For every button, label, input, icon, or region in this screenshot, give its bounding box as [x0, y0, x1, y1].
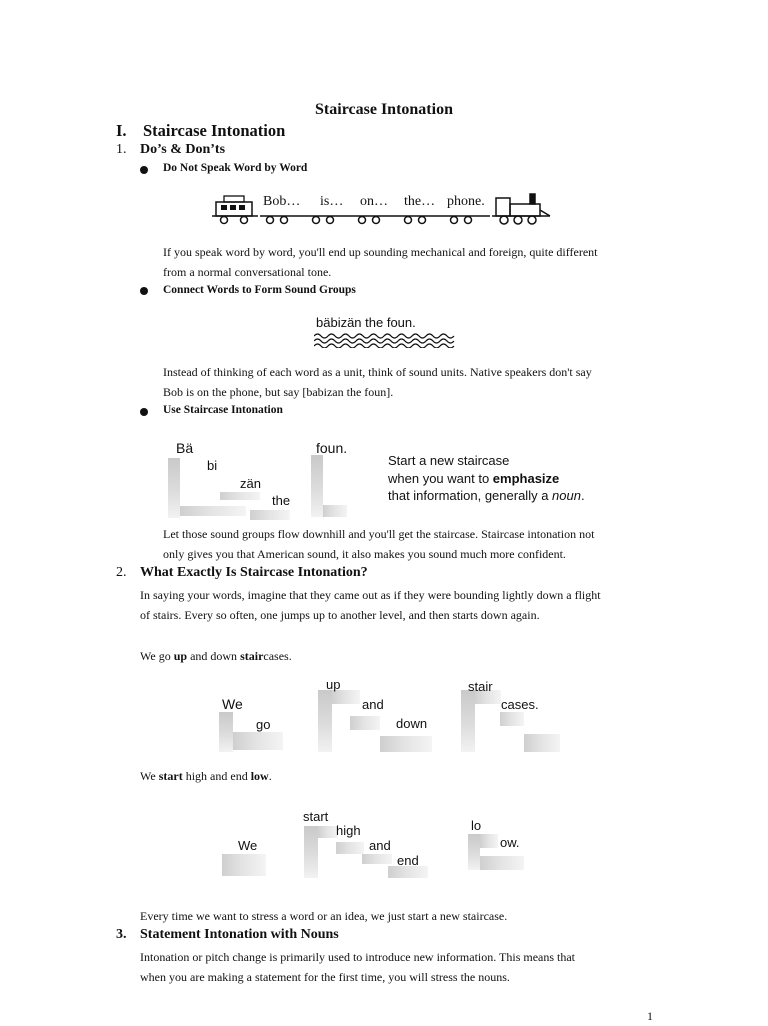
staircase-note-line: Start a new staircase	[388, 453, 510, 468]
train-word: Bob…	[263, 194, 301, 209]
stair-step	[380, 736, 432, 752]
example-sentence: We go up and down staircases.	[140, 649, 292, 663]
stair-step	[311, 455, 323, 517]
paragraph-line: If you speak word by word, you'll end up sounding mechanical and foreign, quite different	[163, 245, 598, 259]
item-heading-2: What Exactly Is Staircase Intonation?	[140, 565, 368, 580]
staircase-note-line: when you want to emphasize	[388, 471, 560, 486]
paragraph-line: only gives you that American sound, it also makes you sound much more confident.	[163, 547, 566, 561]
train-word: is…	[320, 194, 344, 209]
item-number-2: 2.	[116, 565, 127, 580]
stair-word: lo	[471, 818, 482, 833]
locomotive-icon	[492, 194, 550, 224]
stair-step	[362, 854, 392, 864]
train-word: on…	[360, 194, 388, 209]
train-word: phone.	[447, 194, 485, 209]
stair-step	[336, 842, 364, 854]
caboose-icon	[212, 196, 258, 224]
bullet-heading: Do Not Speak Word by Word	[163, 162, 308, 174]
section-numeral: I.	[116, 121, 127, 140]
paragraph-line: from a normal conversational tone.	[163, 265, 332, 279]
stair-word: We	[238, 838, 258, 853]
stair-word: start	[303, 809, 329, 824]
bullet-dot	[140, 408, 148, 416]
wave-underline	[314, 332, 456, 348]
stair-step	[220, 492, 260, 500]
bullet-heading: Use Staircase Intonation	[163, 404, 283, 416]
paragraph-line: of stairs. Every so often, one jumps up to another level, and then starts down again.	[140, 608, 540, 622]
stair-word: and	[369, 838, 391, 853]
paragraph-line: when you are making a statement for the first time, you will stress the nouns.	[140, 970, 510, 984]
stair-step	[323, 505, 347, 517]
train-cars	[260, 216, 490, 224]
paragraph-line: In saying your words, imagine that they came out as if they were bounding lightly down a flight	[140, 588, 601, 602]
stair-word: cases.	[501, 697, 539, 712]
item-heading-3: Statement Intonation with Nouns	[140, 927, 339, 942]
stair-word: high	[336, 823, 361, 838]
stair-step	[219, 712, 233, 752]
stair-word: up	[326, 677, 341, 692]
stair-word: Bä	[176, 440, 194, 456]
stair-word: ow.	[500, 835, 520, 850]
stair-step	[304, 826, 318, 878]
noun-word: noun	[552, 488, 581, 503]
page-number: 1	[647, 1009, 653, 1023]
stair-word: bi	[207, 458, 218, 473]
stair-step	[480, 834, 498, 848]
stair-word: zän	[240, 476, 261, 491]
stair-step	[461, 690, 475, 752]
staircase-note-line: that information, generally a noun.	[388, 488, 585, 503]
item-number-1: 1.	[116, 142, 127, 157]
bullet-heading: Connect Words to Form Sound Groups	[163, 284, 356, 296]
wave-text: bäbizän the foun.	[316, 315, 416, 330]
stair-step	[180, 506, 246, 516]
stair-step	[168, 458, 180, 518]
stair-step	[468, 834, 480, 870]
item-number-3: 3.	[116, 927, 127, 942]
stair-step	[350, 716, 380, 730]
emphasize-word: emphasize	[492, 471, 560, 486]
stair-step	[250, 510, 290, 520]
stair-step	[318, 826, 338, 838]
stair-word: stair	[468, 679, 493, 694]
stair-word: We	[222, 696, 243, 712]
section-heading: Staircase Intonation	[143, 121, 286, 140]
stair-word: and	[362, 697, 384, 712]
paragraph-line: Every time we want to stress a word or an idea, we just start a new staircase.	[140, 909, 508, 923]
paragraph-line: Let those sound groups flow downhill and you'll get the staircase. Staircase intonation not	[163, 527, 595, 541]
paragraph-line: Bob is on the phone, but say [babizan the foun].	[163, 385, 394, 399]
train-word: the…	[404, 194, 436, 209]
stair-step	[318, 690, 332, 752]
item-heading-1: Do’s & Don’ts	[140, 142, 226, 157]
stair-step	[524, 734, 560, 752]
page-title: Staircase Intonation	[315, 101, 453, 118]
paragraph-line: Instead of thinking of each word as a unit, think of sound units. Native speakers don't say	[163, 365, 592, 379]
stair-step	[222, 854, 266, 876]
paragraph-line: Intonation or pitch change is primarily used to introduce new information. This means that	[140, 950, 576, 964]
stair-word: the	[272, 493, 291, 508]
bullet-dot	[140, 287, 148, 295]
stair-step	[480, 856, 524, 870]
stair-step	[233, 732, 283, 750]
stair-step	[332, 690, 360, 704]
stair-word: down	[396, 716, 428, 731]
stair-word: end	[397, 853, 419, 868]
stair-word: foun.	[316, 440, 348, 456]
bullet-dot	[140, 166, 148, 174]
stair-word: go	[256, 717, 271, 732]
stair-step	[500, 712, 524, 726]
example-sentence: We start high and end low.	[140, 769, 272, 783]
